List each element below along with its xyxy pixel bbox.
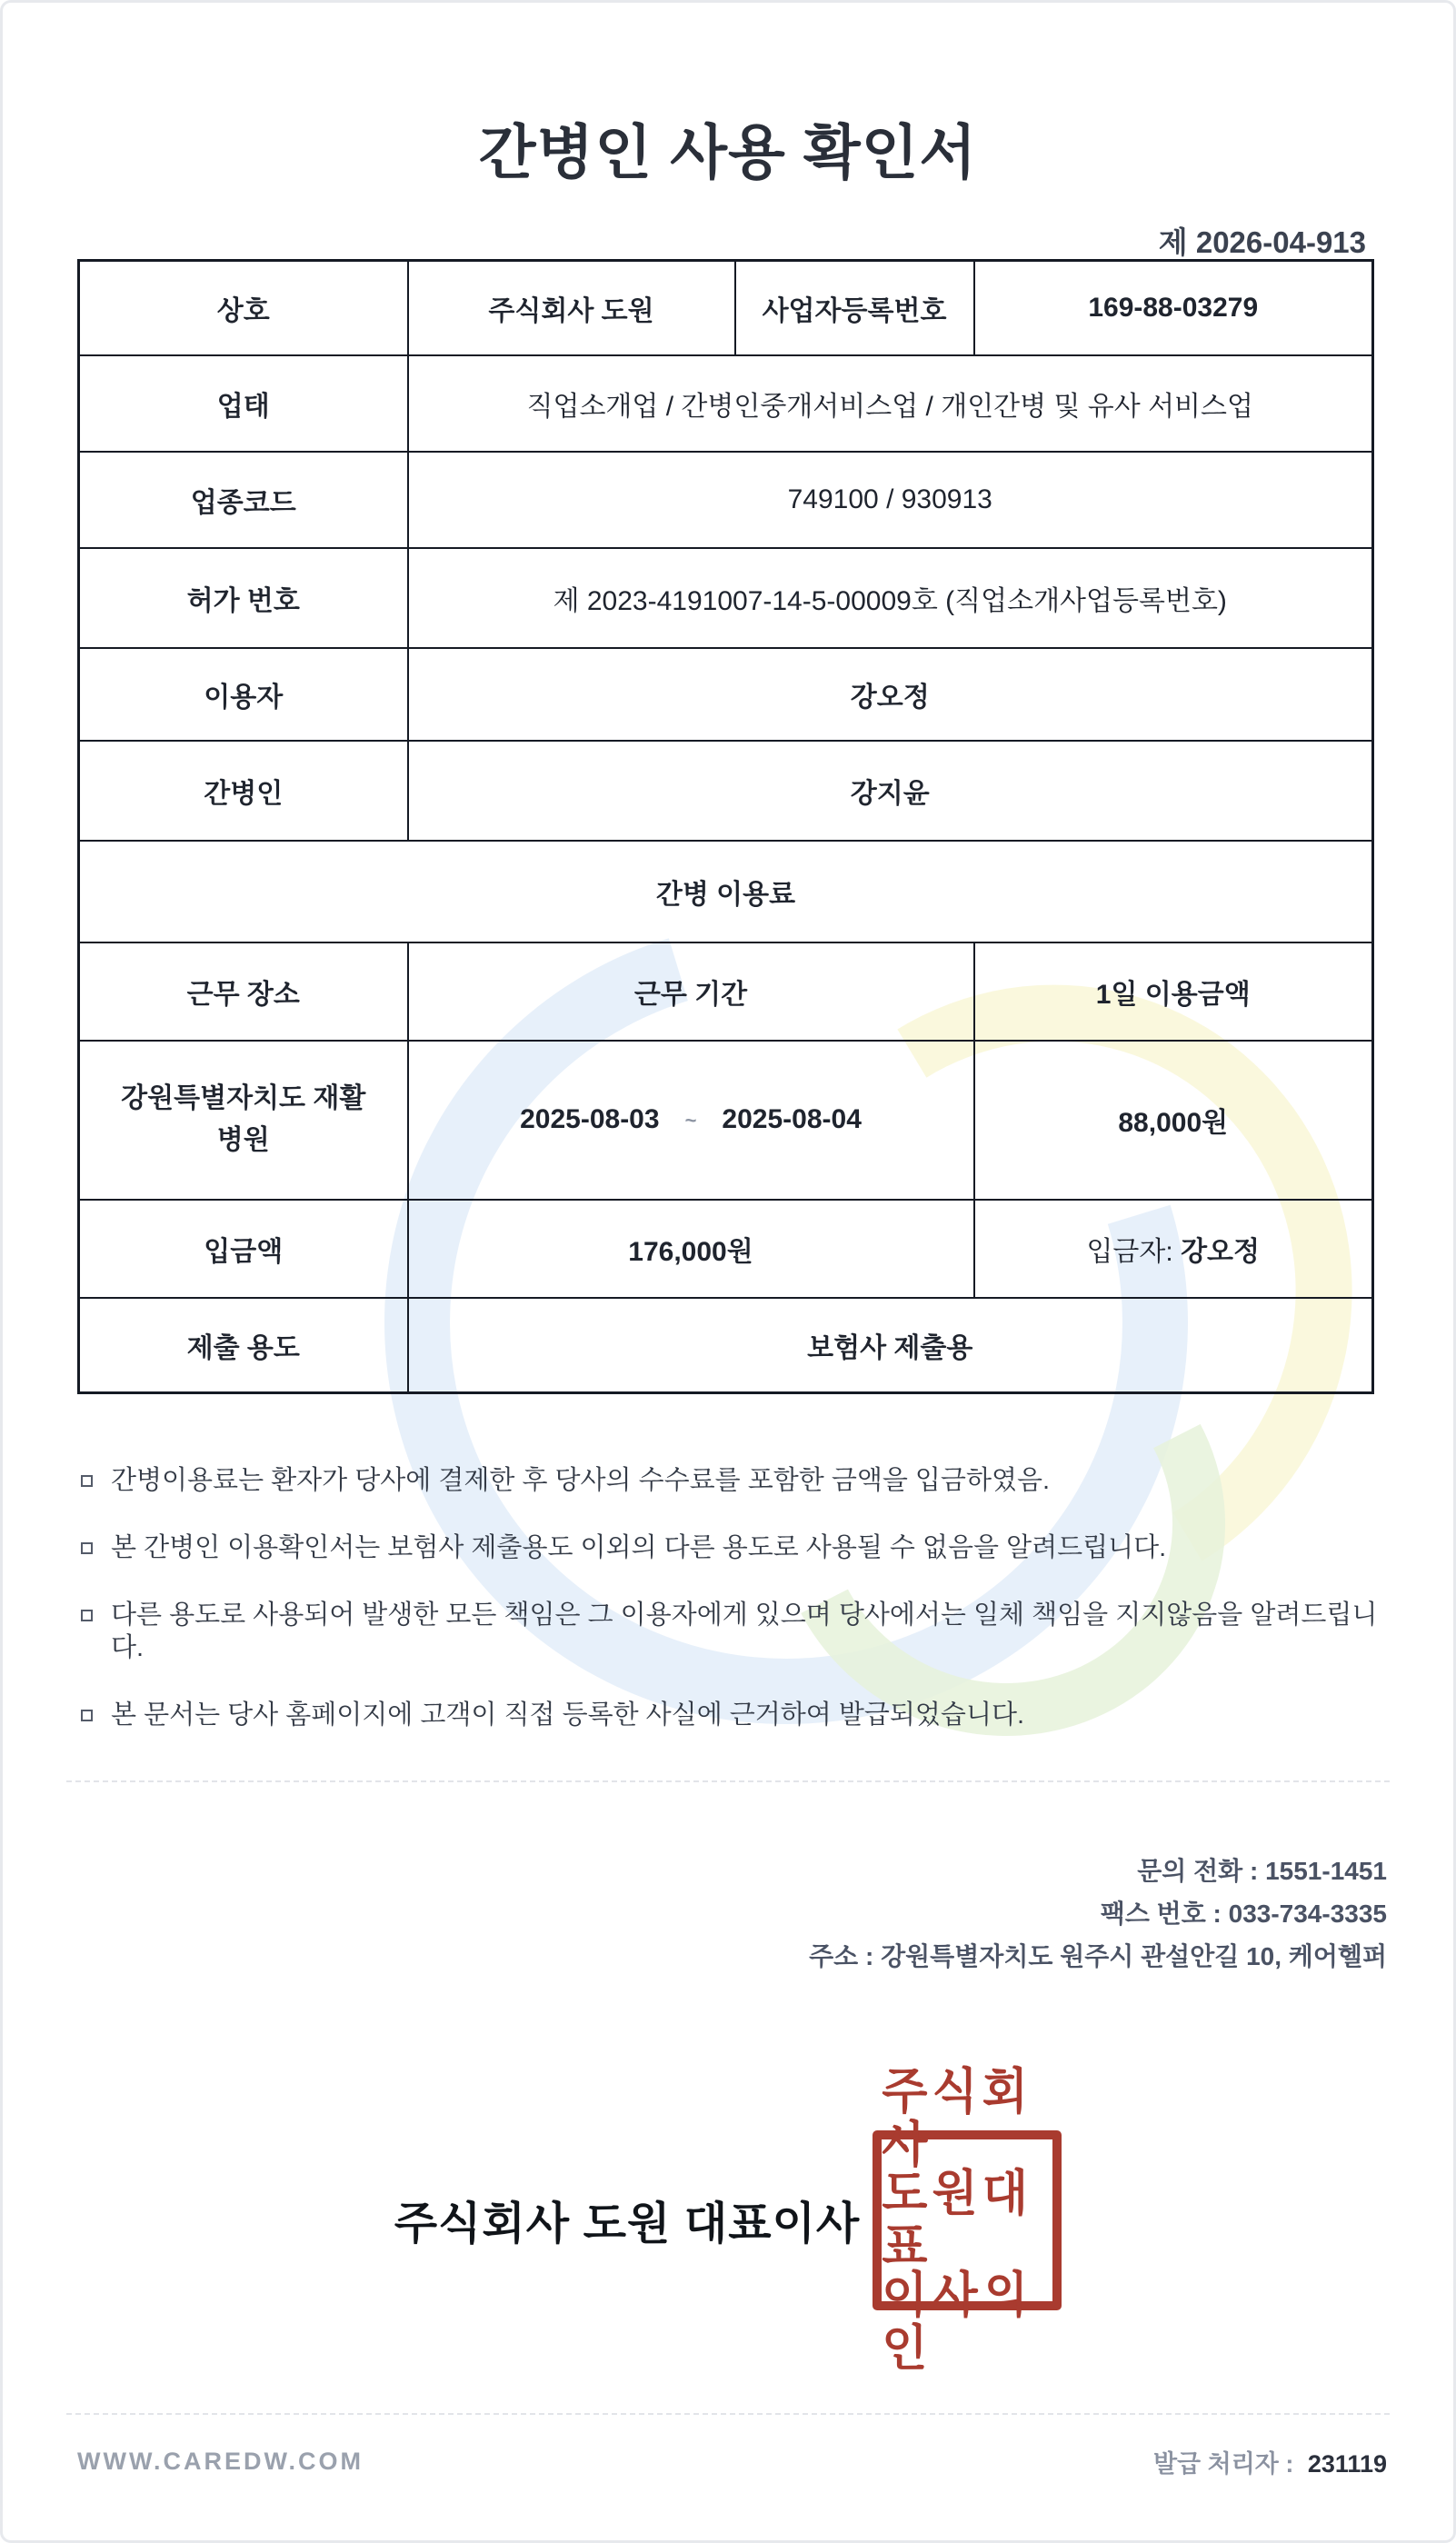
list-item (79, 1699, 1379, 1731)
page-footer (77, 2444, 1387, 2479)
daily-fee-value: 88,000원 (974, 1041, 1373, 1200)
business-number-label: 사업자등록번호 (735, 261, 974, 355)
seal-line: 도원대표 (882, 2166, 1032, 2275)
business-number-value: 169-88-03279 (974, 261, 1373, 355)
industry-label: 업태 (79, 355, 408, 452)
work-place-header: 근무 장소 (79, 942, 408, 1041)
note-text: 본 간병인 이용확인서는 보험사 제출용도 이외의 다른 용도로 사용될 수 없음을 알려드립니다. (111, 1533, 1167, 1562)
contact-phone: 문의 전화 : 1551-1451 (1137, 1857, 1387, 1885)
signature-text: 주식회사 도원 대표이사 (394, 2199, 861, 2249)
seal-line: 이사의인 (882, 2268, 1032, 2377)
list-item (79, 1464, 1379, 1497)
purpose-label: 제출 용도 (79, 1298, 408, 1393)
deposit-label: 입금액 (79, 1200, 408, 1298)
certificate-table (77, 259, 1374, 1394)
table-row (79, 741, 1373, 841)
table-row (79, 548, 1373, 648)
company-label: 상호 (79, 261, 408, 355)
contact-fax: 팩스 번호 : 033-734-3335 (1100, 1900, 1387, 1928)
industry-code-label: 업종코드 (79, 452, 408, 548)
note-text: 다른 용도로 사용되어 발생한 모든 책임은 그 이용자에게 있으며 당사에서는 일체 책임을 지지않음을 알려드립니다. (111, 1601, 1378, 1662)
period-tilde: ~ (684, 1109, 697, 1132)
work-place-line1: 강원특별자치도 재활 (121, 1082, 366, 1113)
document-number: 제 2026-04-913 (1158, 225, 1366, 259)
issuer-value: 231119 (1307, 2450, 1387, 2478)
contact-info (809, 1850, 1387, 1978)
dashed-divider (66, 2413, 1390, 2415)
list-item (79, 1531, 1379, 1564)
note-text: 본 문서는 당사 홈페이지에 고객이 직접 등록한 사실에 근거하여 발급되었습니다. (111, 1700, 1025, 1730)
square-bullet-icon (81, 1610, 93, 1621)
page-title: 간병인 사용 확인서 (478, 119, 978, 185)
permit-number-label: 허가 번호 (79, 548, 408, 648)
square-bullet-icon (81, 1475, 93, 1487)
table-row (79, 1298, 1373, 1393)
square-bullet-icon (81, 1710, 93, 1721)
note-text: 간병이용료는 환자가 당사에 결제한 후 당사의 수수료를 포함한 금액을 입금하였음. (111, 1466, 1051, 1495)
issuer-label: 발급 처리자 : (1152, 2450, 1294, 2478)
signature-block (3, 2064, 1453, 2377)
period-end-date: 2025-08-04 (722, 1104, 862, 1134)
period-start-date: 2025-08-03 (520, 1104, 660, 1134)
industry-value: 직업소개업 / 간병인중개서비스업 / 개인간병 및 유사 서비스업 (408, 355, 1373, 452)
website-url: WWW.CAREDW.COM (77, 2448, 364, 2475)
work-period-header: 근무 기간 (408, 942, 974, 1041)
table-row (79, 452, 1373, 548)
fee-section-title: 간병 이용료 (79, 841, 1373, 942)
table-row (79, 648, 1373, 741)
caregiver-value: 강지윤 (408, 741, 1373, 841)
table-row (79, 942, 1373, 1041)
work-period-value (408, 1041, 974, 1200)
user-label: 이용자 (79, 648, 408, 741)
table-row (79, 841, 1373, 942)
permit-number-value: 제 2023-4191007-14-5-00009호 (직업소개사업등록번호) (408, 548, 1373, 648)
list-item (79, 1599, 1379, 1664)
dashed-divider (66, 1780, 1390, 1782)
work-place-value (79, 1041, 408, 1200)
work-place-line2: 병원 (216, 1125, 270, 1155)
table-row (79, 355, 1373, 452)
daily-fee-header: 1일 이용금액 (974, 942, 1373, 1041)
user-value: 강오정 (408, 648, 1373, 741)
industry-code-value: 749100 / 930913 (408, 452, 1373, 548)
caregiver-label: 간병인 (79, 741, 408, 841)
depositor-cell (974, 1200, 1373, 1298)
seal-line: 주식회사 (882, 2064, 1032, 2173)
purpose-value: 보험사 제출용 (408, 1298, 1373, 1393)
depositor-label: 입금자: (1086, 1236, 1173, 1267)
notice-list (79, 1464, 1379, 1766)
table-row (79, 261, 1373, 355)
depositor-name: 강오정 (1181, 1236, 1261, 1267)
square-bullet-icon (81, 1542, 93, 1554)
table-row (79, 1200, 1373, 1298)
issuer-info (1153, 2444, 1387, 2479)
corporate-seal-stamp (873, 2064, 1062, 2377)
deposit-amount-value: 176,000원 (408, 1200, 974, 1298)
contact-address: 주소 : 강원특별자치도 원주시 관설안길 10, 케어헬퍼 (809, 1942, 1387, 1970)
company-value: 주식회사 도원 (408, 261, 735, 355)
table-row (79, 1041, 1373, 1200)
